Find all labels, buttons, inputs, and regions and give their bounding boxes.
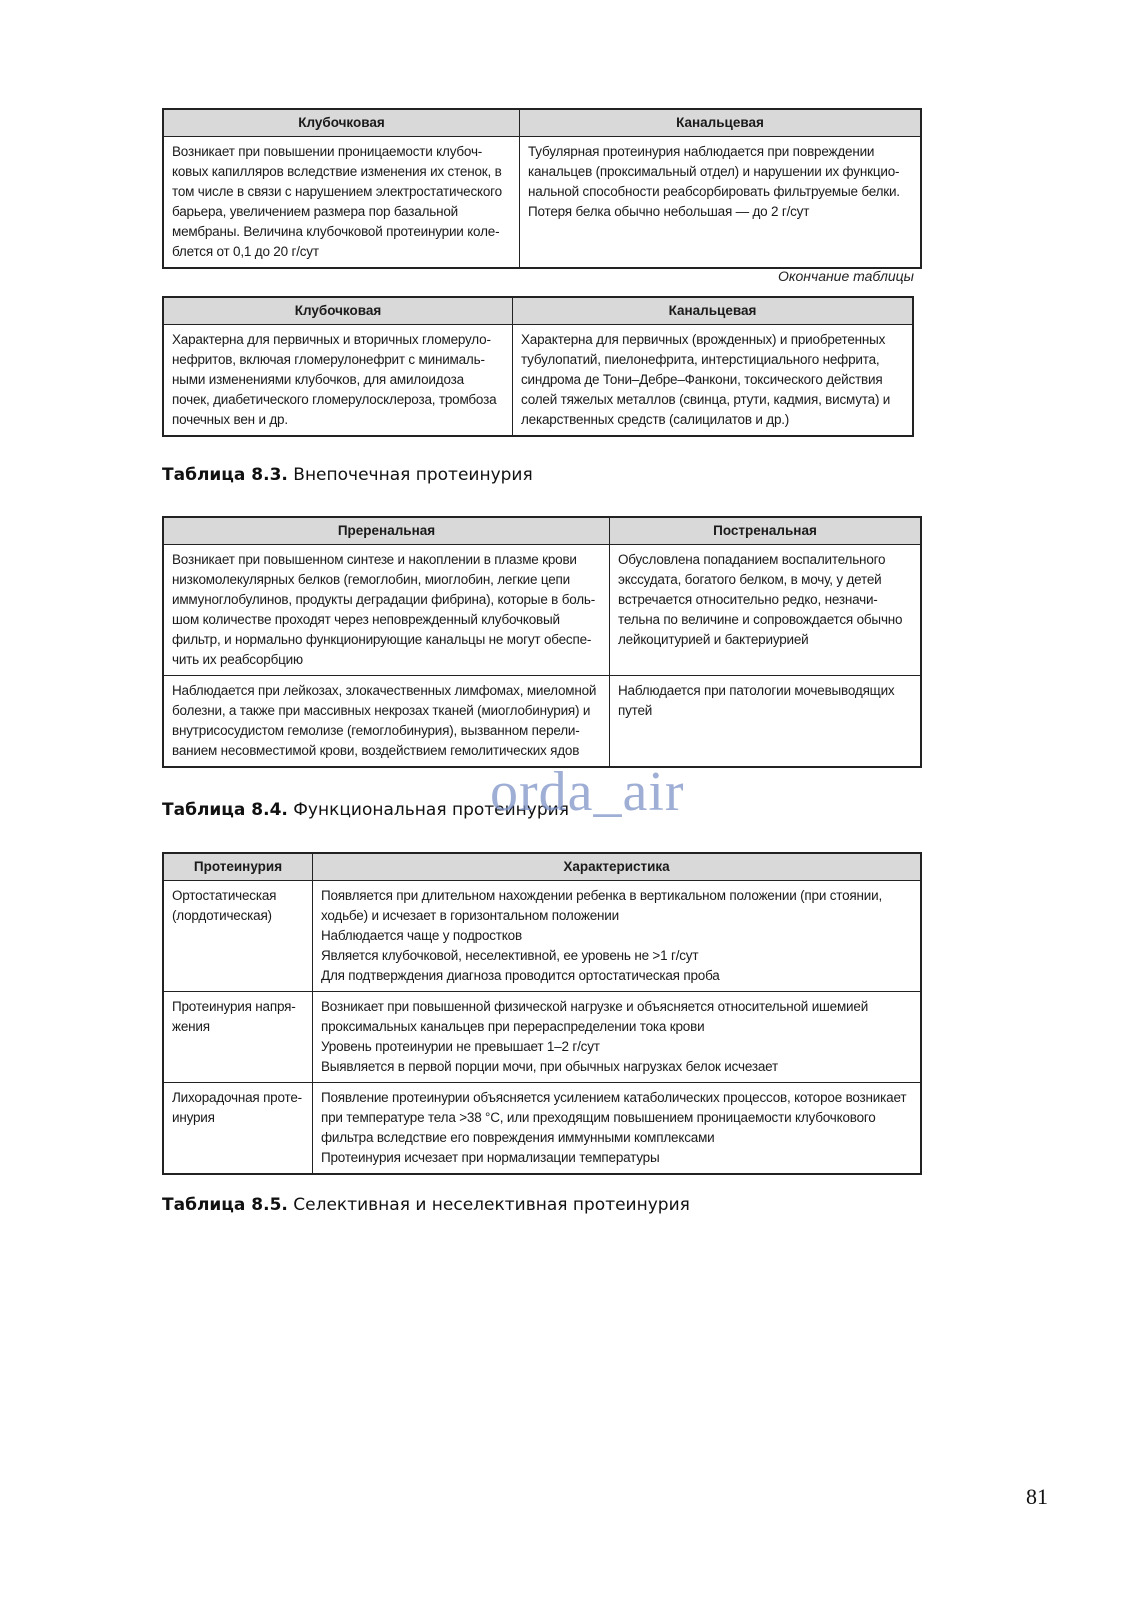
table-ending-label: Окончание таблицы [777,268,914,284]
caption-title: Функциональная протеинурия [293,800,569,820]
characteristic-line: Является клубочковой, неселективной, ее уровень не >1 г/сут [321,948,699,963]
caption-title: Внепочечная протеинурия [293,465,533,485]
characteristic-line: Протеинурия исчезает при нормализации температуры [321,1150,660,1165]
cell-postrenal: Наблюдается при патологии мочевыводящих путей [610,676,922,768]
cell-tubular: Характерна для первичных (врожденных) и приобретенных тубулопатий, пиелонефрита, интерстициального нефрита, синдрома де Тони–Дебре–Фанкони, токсического действия солей тяжелых металлов (свинца, ртути, кадмия, висмута) и лекарственных средств (салицилатов и др.) [513,325,914,437]
characteristic-line: Появление протеинурии объясняется усилением катаболических процессов, которое возникает при температуре тела >38 °С, или преходящим повышением проницаемости клубочкового фильтра вследствие его повреждения иммунными комплексами [321,1090,907,1145]
table-8-4 [162,852,922,1175]
characteristic-line: Для подтверждения диагноза проводится ортостатическая проба [321,968,720,983]
table-row [163,1083,921,1175]
header-proteinuria: Протеинурия [163,853,313,881]
caption-title: Селективная и неселективная протеинурия [293,1195,690,1215]
caption-number: Таблица 8.4. [162,800,288,820]
cell-postrenal: Обусловлена попаданием воспалительного экссудата, богатого белком, в мочу, у детей встречается относительно редко, незначительна по величине и сопровождается обычно лейкоцитурией и бактериурией [610,545,922,676]
header-glomerular: Клубочковая [163,109,520,137]
cell-prerenal: Возникает при повышенном синтезе и накоплении в плазме крови низкомолекулярных белков (гемоглобин, миоглобин, легкие цепи иммуноглобулинов, продукты деградации фибрина), которые в большом количестве проходят через неповрежденный клубочковый фильтр, и нормально функционирующие канальцы не могут обеспечить их реабсорбцию [163,545,610,676]
characteristic-line: Появляется при длительном нахождении ребенка в вертикальном положении (при стоянии, ходьбе) и исчезает в горизонтальном положении [321,888,882,923]
table-row [163,676,921,768]
watermark: orda_air [490,761,685,823]
header-glomerular: Клубочковая [163,297,513,325]
cell-tubular: Тубулярная протеинурия наблюдается при повреждении канальцев (проксимальный отдел) и нарушении их функциональной способности реабсорбировать фильтруемые белки. Потеря белка обычно небольшая — до 2 г/сут [520,137,922,269]
table-row [163,545,921,676]
cell-characteristic [313,881,922,992]
caption-number: Таблица 8.3. [162,465,288,485]
caption-number: Таблица 8.5. [162,1195,288,1215]
table-row [163,325,913,437]
cell-characteristic [313,1083,922,1175]
page-number: 81 [1026,1484,1048,1509]
cell-characteristic [313,992,922,1083]
table-row [163,881,921,992]
cell-type-name: Ортостатическая (лордотическая) [163,881,313,992]
table-row [163,137,921,269]
characteristic-line: Уровень протеинурии не превышает 1–2 г/сут [321,1039,600,1054]
table-row [163,992,921,1083]
header-characteristic: Характеристика [313,853,922,881]
characteristic-line: Возникает при повышенной физической нагрузке и объясняется относительной ишемией проксимальных канальцев при перераспределении тока крови [321,999,869,1034]
caption-table-8-5 [162,1195,690,1215]
cell-type-name: Лихорадочная протеинурия [163,1083,313,1175]
characteristic-line: Выявляется в первой порции мочи, при обычных нагрузках белок исчезает [321,1059,778,1074]
cell-type-name: Протеинурия напряжения [163,992,313,1083]
header-tubular: Канальцевая [520,109,922,137]
caption-table-8-3 [162,465,533,485]
cell-glomerular: Характерна для первичных и вторичных гломерулонефритов, включая гломерулонефрит с минимальными изменениями клубочков, для амилоидоза почек, диабетического гломерулосклероза, тромбоза почечных вен и др. [163,325,513,437]
table-8-3 [162,516,922,768]
header-tubular: Канальцевая [513,297,914,325]
table-glomerular-tubular-part1 [162,108,922,269]
header-prerenal: Преренальная [163,517,610,545]
header-postrenal: Постренальная [610,517,922,545]
table-glomerular-tubular-end [162,296,914,437]
characteristic-line: Наблюдается чаще у подростков [321,928,522,943]
cell-prerenal: Наблюдается при лейкозах, злокачественных лимфомах, миеломной болезни, а также при массивных некрозах тканей (миоглобинурия) и внутрисосудистом гемолизе (гемоглобинурия), вызванном переливанием несовместимой крови, воздействием гемолитических ядов [163,676,610,768]
cell-glomerular: Возникает при повышении проницаемости клубочковых капилляров вследствие изменения их стенок, в том числе в связи с нарушением электростатического барьера, увеличением размера пор базальной мембраны. Величина клубочковой протеинурии колеблется от 0,1 до 20 г/сут [163,137,520,269]
